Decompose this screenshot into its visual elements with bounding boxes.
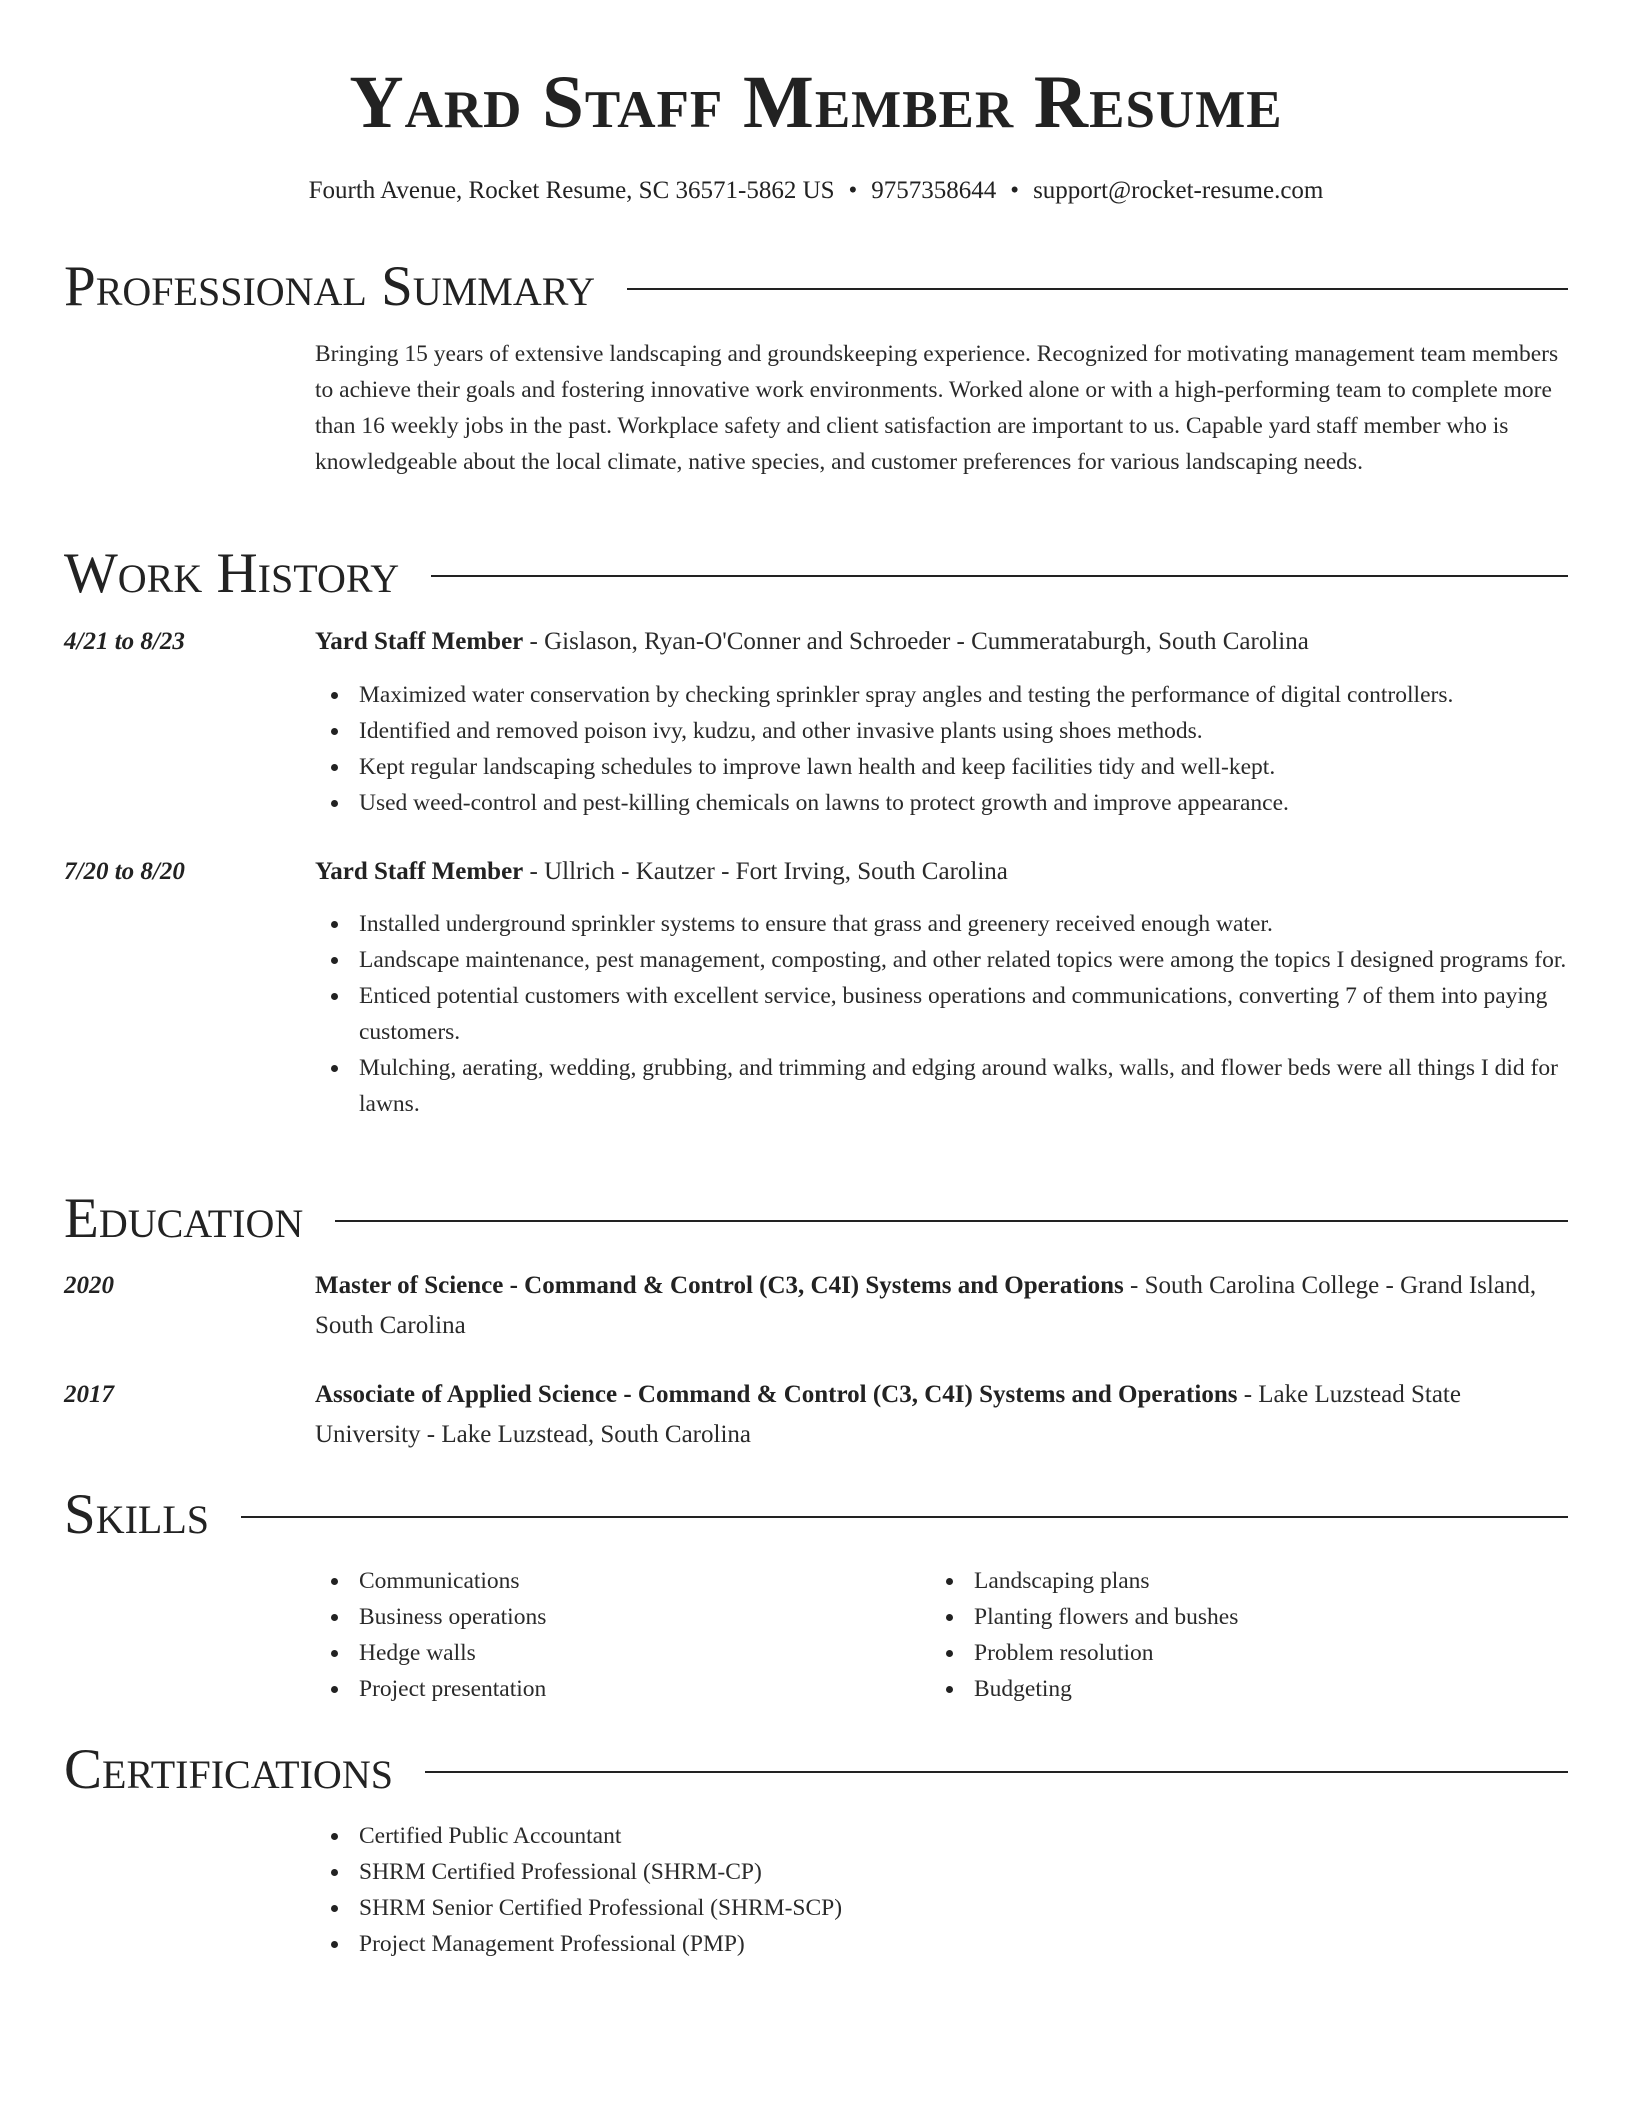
section-divider (241, 1516, 1568, 1518)
job-bullet: Installed underground sprinkler systems to ensure that grass and greenery received enough water. (315, 906, 1570, 942)
education-details (315, 1266, 1570, 1346)
education-year: 2017 (64, 1381, 114, 1408)
job-dates: 4/21 to 8/23 (64, 628, 185, 655)
skill-item: Landscaping plans (930, 1563, 1530, 1599)
contact-separator: • (1010, 177, 1020, 204)
skills-column-right (930, 1563, 1530, 1707)
skill-item: Hedge walls (315, 1635, 915, 1671)
contact-phone: 9757358644 (871, 177, 997, 204)
job-bullet: Mulching, aerating, wedding, grubbing, and trimming and edging around walks, walls, and flower beds were all things I did for lawns. (315, 1050, 1570, 1122)
education-degree: Master of Science - Command & Control (C3, C4I) Systems and Operations (315, 1272, 1124, 1299)
skill-item: Project presentation (315, 1671, 915, 1707)
skill-item: Planting flowers and bushes (930, 1599, 1530, 1635)
summary-heading-title: Professional Summary (64, 255, 596, 318)
job-bullet: Kept regular landscaping schedules to improve lawn health and keep facilities tidy and well-kept. (315, 749, 1570, 785)
section-divider (425, 1771, 1568, 1773)
job-bullet: Used weed-control and pest-killing chemicals on lawns to protect growth and improve appearance. (315, 785, 1570, 821)
education-school: - Lake Luzstead State University - Lake Luzstead, South Carolina (315, 1381, 1461, 1448)
education-school: - South Carolina College - Grand Island, South Carolina (315, 1272, 1537, 1339)
skill-item: Communications (315, 1563, 915, 1599)
certification-item: Certified Public Accountant (315, 1818, 1115, 1854)
certification-bullets (315, 1818, 1115, 1962)
certification-item: Project Management Professional (PMP) (315, 1926, 1115, 1962)
section-divider (431, 575, 1568, 577)
skill-item: Business operations (315, 1599, 915, 1635)
resume-title: Yard Staff Member Resume (349, 61, 1283, 144)
skills-heading-title: Skills (64, 1483, 210, 1546)
education-degree: Associate of Applied Science - Command & Control (C3, C4I) Systems and Operations (315, 1381, 1238, 1408)
skill-item: Problem resolution (930, 1635, 1530, 1671)
contact-email: support@rocket-resume.com (1033, 177, 1324, 204)
job-bullets (315, 677, 1570, 821)
contact-separator: • (848, 177, 858, 204)
job-heading (315, 852, 1570, 892)
certification-item: SHRM Senior Certified Professional (SHRM-SCP) (315, 1890, 1115, 1926)
job-bullet: Identified and removed poison ivy, kudzu, and other invasive plants using shoes methods. (315, 713, 1570, 749)
skill-item: Budgeting (930, 1671, 1530, 1707)
contact-line (0, 175, 1632, 207)
contact-address: Fourth Avenue, Rocket Resume, SC 36571-5862 US (308, 177, 835, 204)
job-employer: - Ullrich - Kautzer - Fort Irving, South Carolina (523, 858, 1008, 885)
work-history-heading (64, 541, 1568, 607)
summary-heading (64, 254, 1568, 320)
education-heading-title: Education (64, 1187, 304, 1250)
work-history-heading-title: Work History (64, 542, 400, 605)
job-bullet: Enticed potential customers with excellent service, business operations and communications, converting 7 of them into paying customers. (315, 978, 1570, 1050)
job-dates: 7/20 to 8/20 (64, 858, 185, 885)
skills-column-left (315, 1563, 915, 1707)
job-employer: - Gislason, Ryan-O'Conner and Schroeder - Cummerataburgh, South Carolina (523, 628, 1309, 655)
job-bullet: Landscape maintenance, pest management, composting, and other related topics were among the topics I designed programs for. (315, 942, 1570, 978)
education-details (315, 1375, 1570, 1455)
job-title: Yard Staff Member (315, 858, 524, 885)
education-heading (64, 1186, 1568, 1252)
job-title: Yard Staff Member (315, 628, 524, 655)
section-divider (627, 288, 1568, 290)
certification-item: SHRM Certified Professional (SHRM-CP) (315, 1854, 1115, 1890)
education-year: 2020 (64, 1272, 114, 1299)
job-bullets (315, 906, 1570, 1122)
job-bullet: Maximized water conservation by checking sprinkler spray angles and testing the performance of digital controllers. (315, 677, 1570, 713)
summary-text: Bringing 15 years of extensive landscaping and groundskeeping experience. Recognized for motivating management team members to achieve their goals and fostering innovative work environments. Worked alone or with a high-performing team to complete more than 16 weekly jobs in the past. Workplace safety and client satisfaction are important to us. Capable yard staff member who is knowledgeable about the local climate, native species, and customer preferences for various landscaping needs. (315, 341, 1559, 475)
certifications-heading (64, 1737, 1568, 1803)
job-heading (315, 622, 1570, 662)
section-divider (335, 1220, 1568, 1222)
certifications-heading-title: Certifications (64, 1738, 393, 1801)
skills-heading (64, 1482, 1568, 1548)
